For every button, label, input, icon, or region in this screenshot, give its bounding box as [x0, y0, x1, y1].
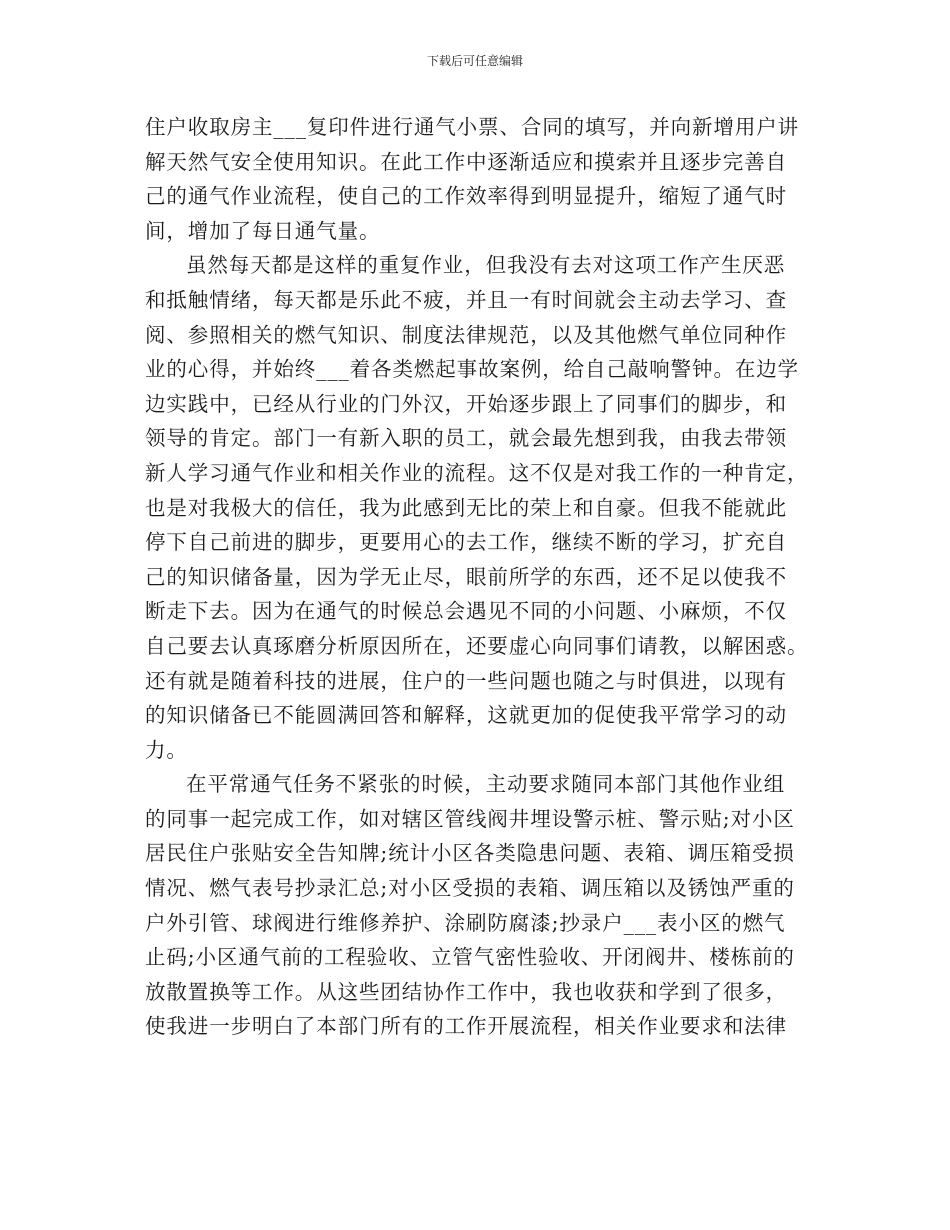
text-line: 的知识储备已不能圆满回答和解释，这就更加的促使我平常学习的动 [145, 703, 787, 728]
paragraph-first-line: 在平常通气任务不紧张的时候，主动要求随同本部门其他作业组 [186, 772, 786, 797]
text-line: 放散置换等工作。从这些团结协作工作中，我也收获和学到了很多， [145, 979, 787, 1004]
text-line: 停下自己前进的脚步，更要用心的去工作，继续不断的学习，扩充自 [145, 530, 787, 555]
text-line: 的同事一起完成工作，如对辖区管线阀井埋设警示桩、警示贴;对小区 [145, 806, 795, 831]
page-header-note: 下载后可任意编辑 [426, 54, 523, 68]
text-line: 户外引管、球阀进行维修养护、涂刷防腐漆;抄录户___表小区的燃气 [145, 910, 786, 935]
text-line: 力。 [145, 737, 188, 762]
text-line: 领导的肯定。部门一有新入职的员工，就会最先想到我，由我去带领 [145, 426, 787, 451]
text-line: 居民住户张贴安全告知牌;统计小区各类隐患问题、表箱、调压箱受损 [145, 841, 795, 866]
text-line: 己的知识储备量，因为学无止尽，眼前所学的东西，还不足以使我不 [145, 564, 787, 589]
text-line: 使我进一步明白了本部门所有的工作开展流程，相关作业要求和法律 [145, 1014, 787, 1039]
document-body [145, 110, 815, 1044]
text-line: 自己要去认真琢磨分析原因所在，还要虚心向同事们请教，以解困惑。 [145, 633, 809, 658]
text-line: 也是对我极大的信任，我为此感到无比的荣上和自豪。但我不能就此 [145, 495, 787, 520]
text-line: 断走下去。因为在通气的时候总会遇见不同的小问题、小麻烦，不仅 [145, 599, 787, 624]
text-line: 情况、燃气表号抄录汇总;对小区受损的表箱、调压箱以及锈蚀严重的 [145, 876, 795, 901]
text-line: 和抵触情绪，每天都是乐此不疲，并且一有时间就会主动去学习、查 [145, 287, 787, 312]
text-line: 己的通气作业流程，使自己的工作效率得到明显提升，缩短了通气时 [145, 184, 787, 209]
text-line: 业的心得，并始终___着各类燃起事故案例，给自己敲响警钟。在边学 [145, 357, 800, 382]
text-line: 住户收取房主___复印件进行通气小票、合同的填写，并向新增用户讲 [145, 115, 800, 139]
text-line: 间，增加了每日通气量。 [145, 218, 381, 243]
paragraph-first-line: 虽然每天都是这样的重复作业，但我没有去对这项工作产生厌恶 [186, 253, 786, 278]
text-line: 止码;小区通气前的工程验收、立管气密性验收、开闭阀井、楼栋前的 [145, 945, 795, 970]
text-line: 边实践中，已经从行业的门外汉，开始逐步跟上了同事们的脚步，和 [145, 391, 787, 416]
text-line: 新人学习通气作业和相关作业的流程。这不仅是对我工作的一种肯定， [145, 460, 809, 485]
text-line: 解天然气安全使用知识。在此工作中逐渐适应和摸索并且逐步完善自 [145, 149, 787, 174]
text-line: 阅、参照相关的燃气知识、制度法律规范，以及其他燃气单位同种作 [145, 322, 787, 347]
text-line: 还有就是随着科技的进展，住户的一些问题也随之与时俱进，以现有 [145, 668, 787, 693]
